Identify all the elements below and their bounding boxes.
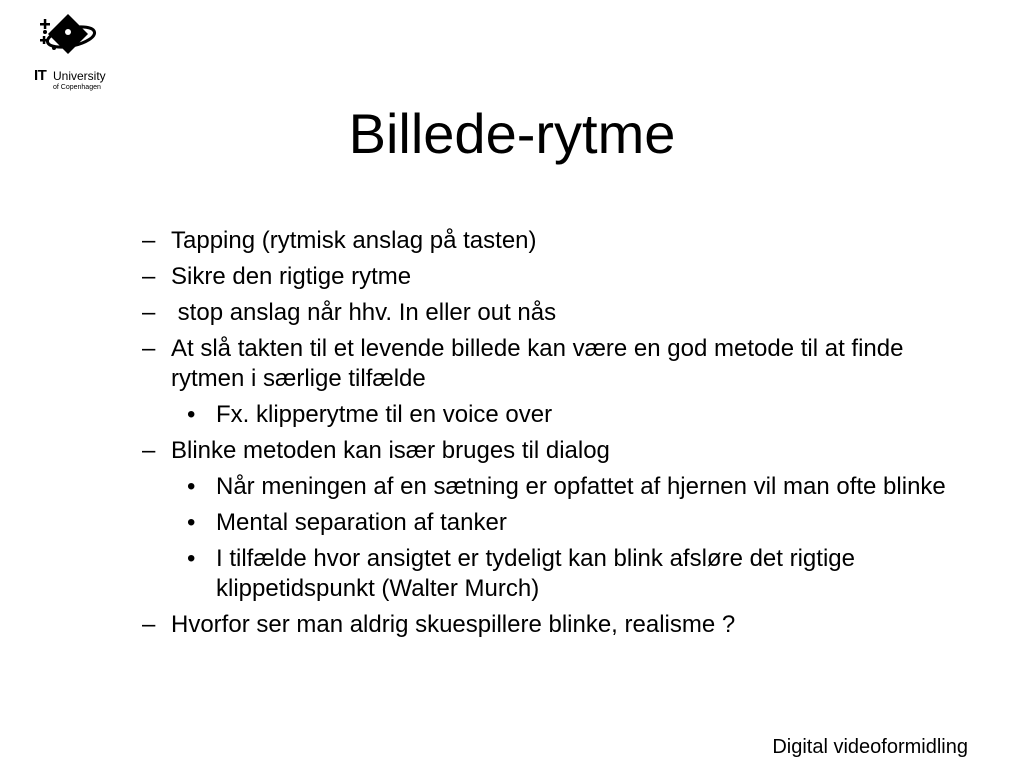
- bullet-text: Tapping (rytmisk anslag på tasten): [171, 227, 537, 254]
- logo-it-text: IT: [34, 67, 47, 84]
- dash-marker: –: [142, 437, 156, 464]
- dash-marker: –: [142, 299, 156, 326]
- bullet-text: stop anslag når hhv. In eller out nås: [171, 299, 557, 326]
- sub-bullet-item: [142, 472, 962, 502]
- sub-bullet-item: [142, 544, 962, 604]
- itu-logo-icon: [38, 12, 100, 68]
- bullet-marker: •: [187, 545, 196, 572]
- dash-marker: –: [142, 335, 156, 362]
- dash-marker: –: [142, 263, 156, 290]
- bullet-text: Sikre den rigtige rytme: [171, 263, 412, 290]
- bullet-text: Hvorfor ser man aldrig skuespillere blinke, realisme ?: [171, 611, 736, 638]
- bullet-text: Når meningen af en sætning er opfattet af hjernen vil man ofte blinke: [216, 473, 946, 500]
- logo-university-text: University: [53, 69, 106, 83]
- bullet-list: [142, 226, 962, 646]
- bullet-item: [142, 436, 962, 466]
- footer-text: Digital videoformidling: [772, 736, 968, 758]
- bullet-item: [142, 334, 962, 394]
- bullet-text: I tilfælde hvor ansigtet er tydeligt kan blink afsløre det rigtige klippetidspunkt (Walter Murch): [216, 545, 862, 602]
- bullet-marker: •: [187, 509, 196, 536]
- bullet-text: Blinke metoden kan især bruges til dialog: [171, 437, 610, 464]
- slide-title: Billede-rytme: [348, 102, 676, 165]
- bullet-text: Fx. klipperytme til en voice over: [216, 401, 553, 428]
- dash-marker: –: [142, 611, 156, 638]
- bullet-marker: •: [187, 401, 196, 428]
- sub-bullet-item: [142, 400, 962, 430]
- bullet-item: [142, 298, 962, 328]
- bullet-item: [142, 226, 962, 256]
- sub-bullet-item: [142, 508, 962, 538]
- dash-marker: –: [142, 227, 156, 254]
- bullet-item: [142, 262, 962, 292]
- bullet-marker: •: [187, 473, 196, 500]
- bullet-text: Mental separation af tanker: [216, 509, 507, 536]
- bullet-item: [142, 610, 962, 640]
- logo-subtitle-text: of Copenhagen: [53, 84, 101, 91]
- bullet-text: At slå takten til et levende billede kan være en god metode til at finde rytmen i særlige tilfælde: [171, 335, 911, 392]
- itu-logo: [34, 12, 114, 92]
